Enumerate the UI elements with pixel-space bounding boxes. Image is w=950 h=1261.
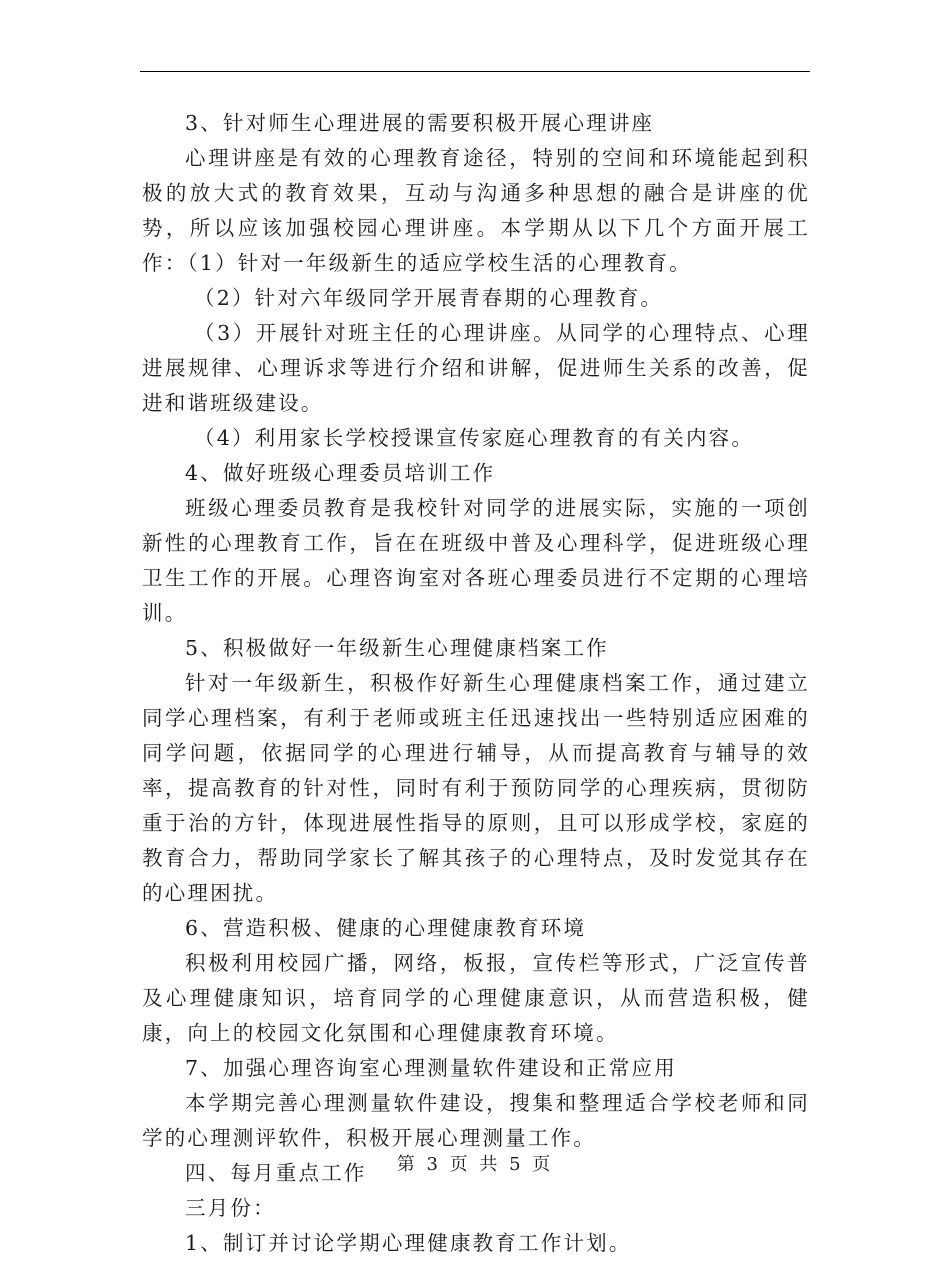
paragraph-heading-3: 3、针对师生心理进展的需要积极开展心理讲座: [185, 111, 655, 135]
paragraph-heading-4: 4、做好班级心理委员培训工作: [185, 461, 496, 485]
paragraph-section-4: 四、每月重点工作: [185, 1161, 367, 1185]
paragraph-item-4: （4）利用家长学校授课宣传家庭心理教育的有关内容。: [194, 426, 755, 450]
header-rule: [140, 71, 810, 72]
paragraph-lecture-intro: 心理讲座是有效的心理教育途径，特别的空间和环境能起到积极的放大式的教育效果，互动与沟通多种思想的融合是讲座的优势，所以应该加强校园心理讲座。本学期从以下几个方面开展工作：（1）针对一年级新生的适应学校生活的心理教育。: [142, 146, 810, 275]
paragraph-heading-5: 5、积极做好一年级新生心理健康档案工作: [185, 636, 609, 660]
paragraph-item-3: （3）开展针对班主任的心理讲座。从同学的心理特点、心理进展规律、心理诉求等进行介绍和讲解，促进师生关系的改善，促进和谐班级建设。: [142, 321, 810, 415]
page-number: 第 3 页 共 5 页: [396, 1154, 554, 1175]
paragraph-archive: 针对一年级新生，积极作好新生心理健康档案工作，通过建立同学心理档案，有利于老师或班主任迅速找出一些特别适应困难的同学问题，依据同学的心理进行辅导，从而提高教育与辅导的效率，提高教育的针对性，同时有利于预防同学的心理疾病，贯彻防重于治的方针，体现进展性指导的原则，且可以形成学校，家庭的教育合力，帮助同学家长了解其孩子的心理特点，及时发觉其存在的心理困扰。: [142, 671, 810, 905]
paragraph-march: 三月份：: [185, 1196, 276, 1220]
paragraph-environment: 积极利用校园广播，网络，板报，宣传栏等形式，广泛宣传普及心理健康知识，培育同学的心理健康意识，从而营造积极，健康，向上的校园文化氛围和心理健康教育环境。: [142, 951, 810, 1045]
paragraph-march-item-1: 1、制订并讨论学期心理健康教育工作计划。: [185, 1231, 632, 1255]
paragraph-heading-6: 6、营造积极、健康的心理健康教育环境: [185, 916, 587, 940]
paragraph-software: 本学期完善心理测量软件建设，搜集和整理适合学校老师和同学的心理测评软件，积极开展心理测量工作。: [142, 1091, 810, 1150]
document-body: [142, 106, 810, 1261]
paragraph-committee: 班级心理委员教育是我校针对同学的进展实际，实施的一项创新性的心理教育工作，旨在在班级中普及心理科学，促进班级心理卫生工作的开展。心理咨询室对各班心理委员进行不定期的心理培训。: [142, 496, 810, 625]
paragraph-item-2: （2）针对六年级同学开展青春期的心理教育。: [194, 286, 664, 310]
paragraph-heading-7: 7、加强心理咨询室心理测量软件建设和正常应用: [185, 1056, 677, 1080]
